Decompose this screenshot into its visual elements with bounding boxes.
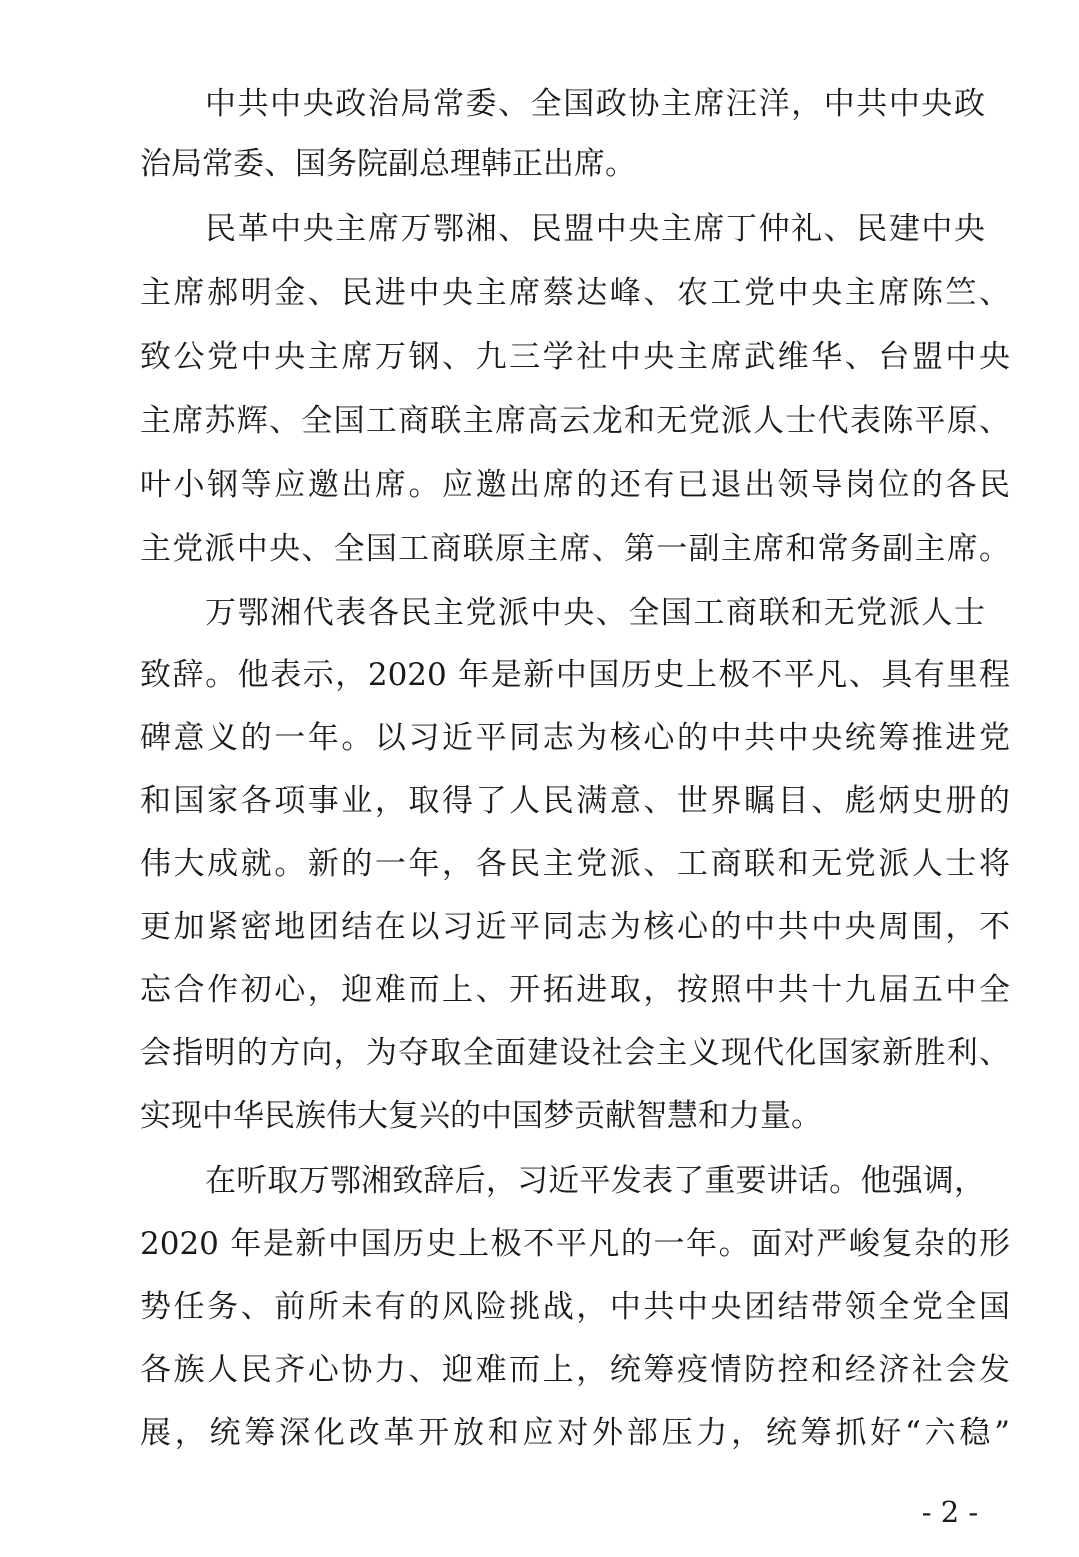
text-line: 主席苏辉、全国工商联主席高云龙和无党派人士代表陈平原、 [140, 403, 1010, 439]
text-line: 在听取万鄂湘致辞后，习近平发表了重要讲话。他强调， [205, 1163, 985, 1199]
text-line: 伟大成就。新的一年，各民主党派、工商联和无党派人士将 [140, 846, 1010, 882]
text-line: 主党派中央、全国工商联原主席、第一副主席和常务副主席。 [140, 531, 1010, 567]
text-line: 更加紧密地团结在以习近平同志为核心的中共中央周围，不 [140, 909, 1010, 945]
text-line: 势任务、前所未有的风险挑战，中共中央团结带领全党全国 [140, 1289, 1010, 1325]
text-line: 治局常委、国务院副总理韩正出席。 [140, 146, 636, 182]
text-line: 2020 年是新中国历史上极不平凡的一年。面对严峻复杂的形 [140, 1226, 1010, 1262]
text-line: 碑意义的一年。以习近平同志为核心的中共中央统筹推进党 [140, 720, 1010, 756]
text-line: 致公党中央主席万钢、九三学社中央主席武维华、台盟中央 [140, 339, 1010, 375]
text-line: 和国家各项事业，取得了人民满意、世界瞩目、彪炳史册的 [140, 783, 1010, 819]
page-number: - 2 - [921, 1495, 979, 1529]
text-line: 万鄂湘代表各民主党派中央、全国工商联和无党派人士 [205, 595, 985, 631]
text-line: 实现中华民族伟大复兴的中国梦贡献智慧和力量。 [140, 1098, 822, 1134]
text-line: 致辞。他表示，2020 年是新中国历史上极不平凡、具有里程 [140, 657, 1010, 693]
text-line: 忘合作初心，迎难而上、开拓进取，按照中共十九届五中全 [140, 972, 1010, 1008]
text-line: 民革中央主席万鄂湘、民盟中央主席丁仲礼、民建中央 [205, 211, 985, 247]
text-line: 中共中央政治局常委、全国政协主席汪洋，中共中央政 [205, 86, 985, 122]
text-line: 展，统筹深化改革开放和应对外部压力，统筹抓好“六稳” [140, 1415, 1010, 1451]
text-line: 各族人民齐心协力、迎难而上，统筹疫情防控和经济社会发 [140, 1352, 1010, 1388]
text-line: 会指明的方向，为夺取全面建设社会主义现代化国家新胜利、 [140, 1035, 1010, 1071]
text-line: 叶小钢等应邀出席。应邀出席的还有已退出领导岗位的各民 [140, 467, 1010, 503]
text-line: 主席郝明金、民进中央主席蔡达峰、农工党中央主席陈竺、 [140, 275, 1010, 311]
